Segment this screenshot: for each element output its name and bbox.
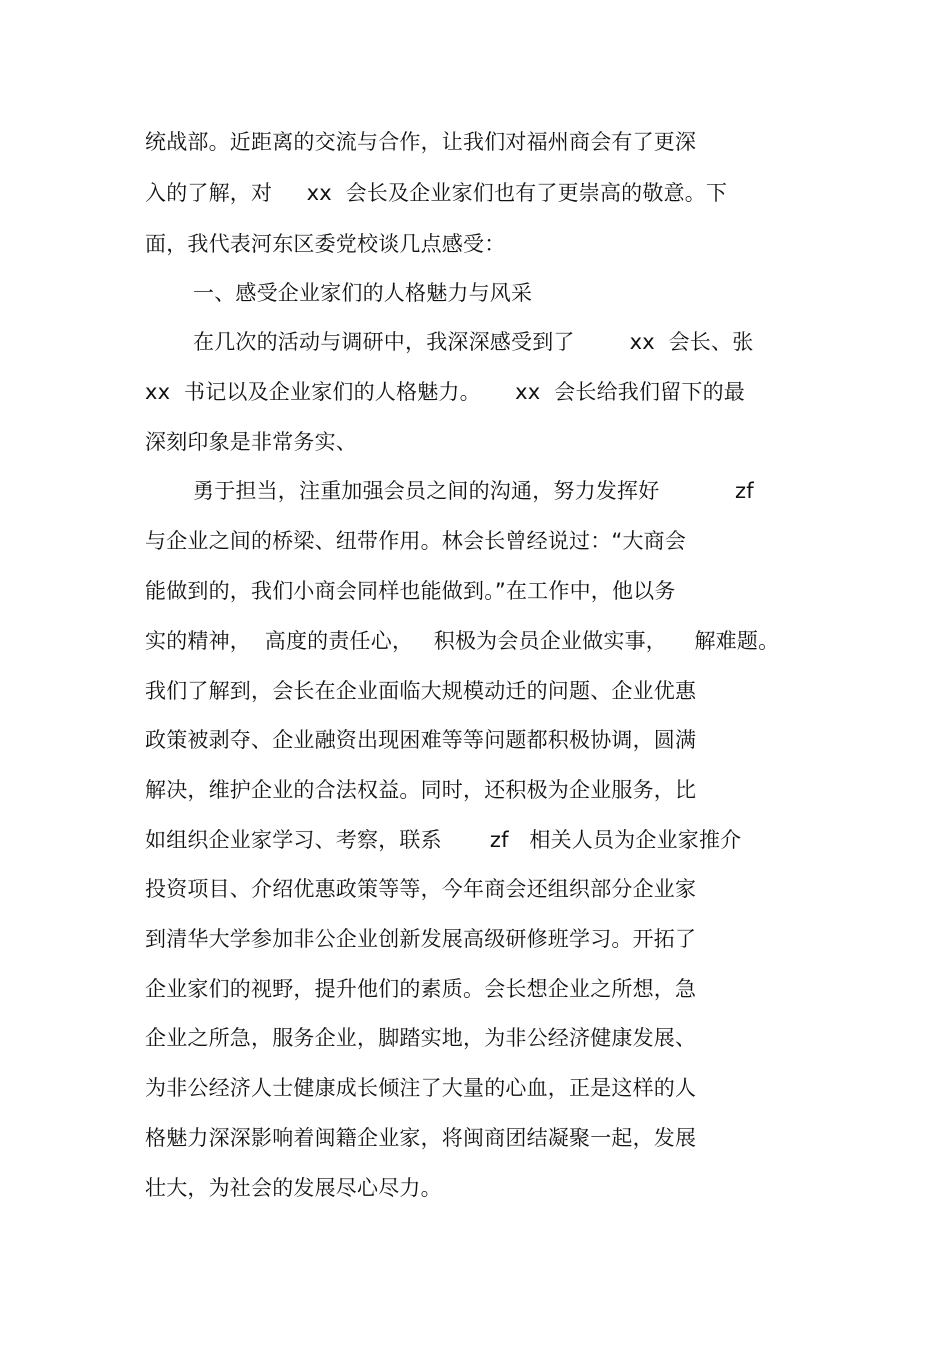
text-line-2: 入的了解，对 xx 会长及企业家们也有了更崇高的敬意。下 (145, 181, 728, 205)
text-line-19: 企业之所急，服务企业，脚踏实地，为非公经济健康发展、 (145, 1026, 697, 1050)
text-line-13: 政策被剥夺、企业融资出现困难等等问题都积极协调，圆满 (145, 728, 697, 752)
section-heading: 一、感受企业家们的人格魅力与风采 (193, 281, 533, 305)
text-line-10: 能做到的，我们小商会同样也能做到。”在工作中，他以务 (145, 579, 676, 603)
text-line-3: 面，我代表河东区委党校谈几点感受： (145, 232, 506, 256)
text-line-9: 与企业之间的桥梁、纽带作用。林会长曾经说过：“大商会 (145, 529, 687, 553)
text-line-16: 投资项目、介绍优惠政策等等，今年商会还组织部分企业家 (145, 877, 697, 901)
text-line-12: 我们了解到，会长在企业面临大规模动迁的问题、企业优惠 (145, 679, 697, 703)
text-line-20: 为非公经济人士健康成长倾注了大量的心血，正是这样的人 (145, 1076, 697, 1100)
text-line-7: 深刻印象是非常务实、 (145, 430, 357, 454)
text-line-6: xx 书记以及企业家们的人格魅力。 xx 会长给我们留下的最 (145, 380, 745, 404)
text-line-5: 在几次的活动与调研中，我深深感受到了 xx 会长、张 (193, 330, 754, 354)
text-line-21: 格魅力深深影响着闽籍企业家，将闽商团结凝聚一起，发展 (145, 1126, 697, 1150)
text-line-15: 如组织企业家学习、考察，联系 zf 相关人员为企业家推介 (145, 828, 742, 852)
text-line-8: 勇于担当，注重加强会员之间的沟通，努力发挥好 zf (193, 479, 754, 503)
text-line-22: 壮大，为社会的发展尽心尽力。 (145, 1176, 442, 1200)
text-line-17: 到清华大学参加非公企业创新发展高级研修班学习。开拓了 (145, 927, 697, 951)
text-line-11: 实的精神， 高度的责任心， 积极为会员企业做实事， 解难题。 (145, 629, 780, 653)
text-line-1: 统战部。近距离的交流与合作，让我们对福州商会有了更深 (145, 130, 697, 154)
text-line-18: 企业家们的视野，提升他们的素质。会长想企业之所想，急 (145, 977, 697, 1001)
text-line-14: 解决，维护企业的合法权益。同时，还积极为企业服务，比 (145, 778, 697, 802)
